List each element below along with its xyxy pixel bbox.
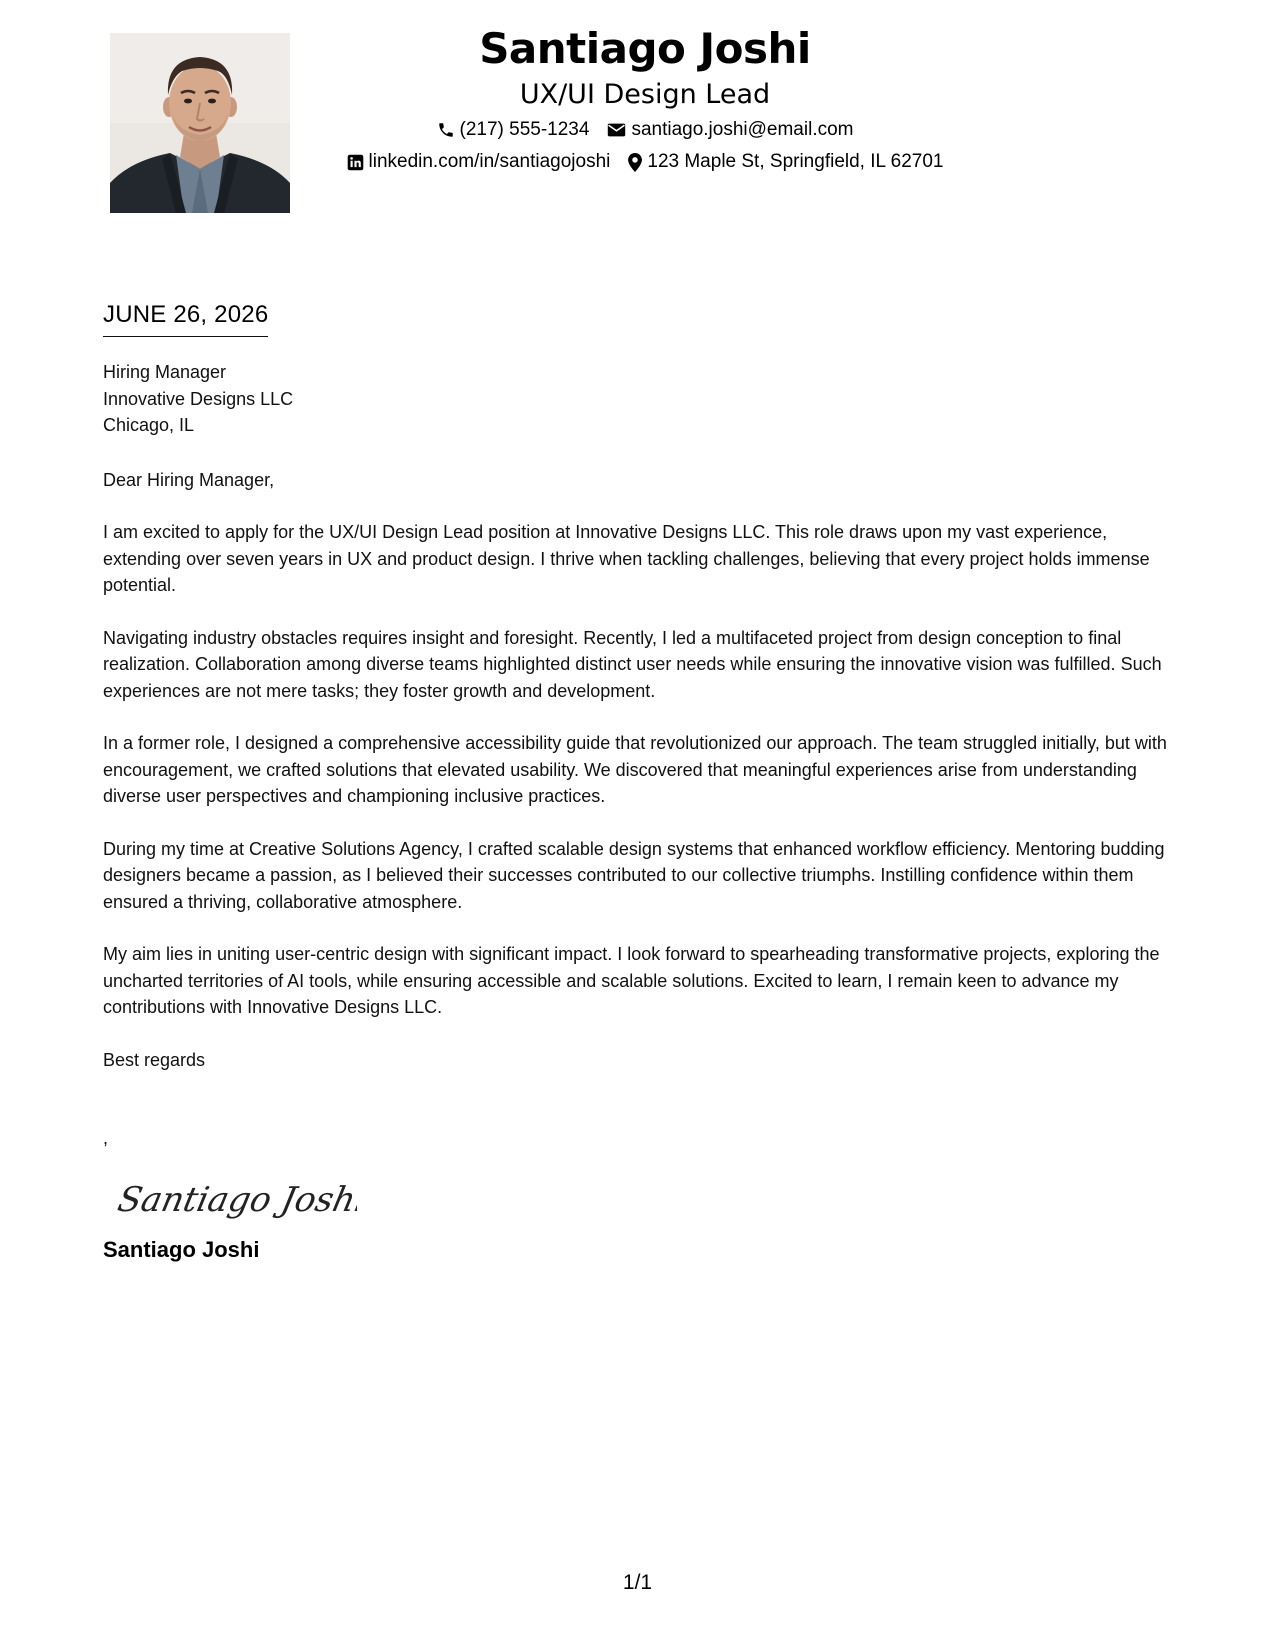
signer-name: Santiago Joshi	[103, 1237, 260, 1262]
profile-photo	[110, 33, 290, 213]
linkedin-icon	[347, 154, 364, 171]
contact-email[interactable]	[607, 114, 853, 146]
map-pin-icon	[628, 153, 642, 172]
letter-date: JUNE 26, 2026	[103, 298, 268, 337]
body-paragraph: During my time at Creative Solutions Agency, I crafted scalable design systems that enhanced workflow efficiency. Mentoring budding designers became a passion, as I believed their successes contributed to our collective triumphs. Instilling confidence within them ensured a thriving, collaborative atmosphere.	[103, 838, 1165, 912]
page-number: 1/1	[622, 1571, 653, 1594]
signature-text: Santiago Joshi	[117, 1180, 357, 1220]
contact-phone[interactable]	[437, 114, 590, 146]
recipient-line: Hiring Manager	[103, 362, 227, 382]
closing-comma: ,	[103, 1128, 109, 1148]
contact-row-2	[300, 146, 990, 178]
contact-address	[628, 146, 943, 178]
applicant-title: UX/UI Design Lead	[519, 79, 771, 110]
recipient-line: Innovative Designs LLC	[103, 388, 294, 409]
letter-header	[300, 20, 990, 178]
body-paragraph: My aim lies in uniting user-centric design with significant impact. I look forward to spearheading transformative projects, exploring the uncharted territories of AI tools, while ensuring accessible and scalable solutions. Excited to learn, I remain keen to advance my contributions with Innovative Designs LLC.	[103, 944, 1160, 1017]
handwritten-signature	[117, 1169, 1175, 1229]
body-paragraph: I am excited to apply for the UX/UI Design Lead position at Innovative Designs LLC. This role draws upon my vast experience, extending over seven years in UX and product design. I thrive when tackling challenges, believing that every project holds immense potential.	[103, 522, 1150, 595]
email-text: santiago.joshi@email.com	[631, 119, 854, 140]
contact-row-1	[300, 114, 990, 146]
salutation: Dear Hiring Manager,	[103, 469, 275, 490]
contact-linkedin[interactable]	[347, 146, 611, 178]
body-paragraph: In a former role, I designed a comprehensive accessibility guide that revolutionized our approach. The team struggled initially, but with encouragement, we crafted solutions that elevated usability. We discovered that meaningful experiences arise from understanding diverse user perspectives and championing inclusive practices.	[103, 733, 1167, 806]
linkedin-text: linkedin.com/in/santiagojoshi	[368, 151, 611, 172]
recipient-block	[103, 359, 1175, 439]
recipient-line: Chicago, IL	[103, 415, 195, 435]
body-paragraph: Navigating industry obstacles requires insight and foresight. Recently, I led a multifaceted project from design conception to final realization. Collaboration among diverse teams highlighted distinct user needs while ensuring the innovative vision was fulfilled. Such experiences are not mere tasks; they foster growth and development.	[103, 627, 1162, 701]
closing: Best regards	[103, 1049, 206, 1070]
letter-body	[103, 298, 1175, 1265]
address-text: 123 Maple St, Springfield, IL 62701	[647, 151, 944, 172]
phone-icon	[437, 121, 455, 139]
envelope-icon	[607, 122, 626, 138]
applicant-name: Santiago Joshi	[479, 24, 811, 73]
phone-text: (217) 555-1234	[459, 119, 590, 140]
